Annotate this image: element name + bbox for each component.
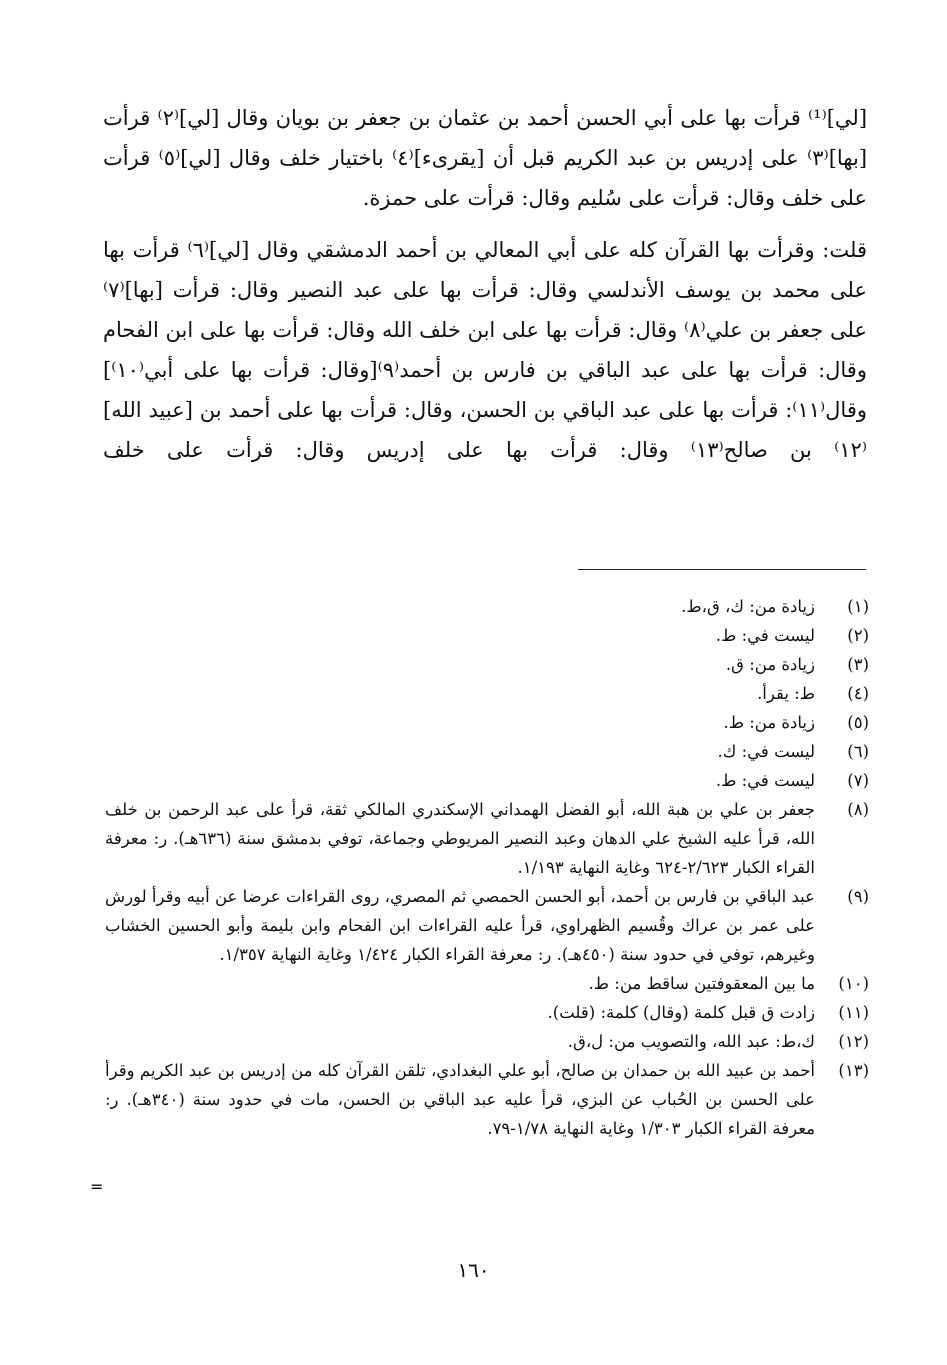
footnote-number: (١٣): [838, 1061, 869, 1080]
footnote-text: زادت ق قبل كلمة (وقال) كلمة: (قلت).: [547, 1003, 815, 1022]
footnote-text: زيادة من: ط.: [723, 713, 815, 732]
footnote-text: ليست في: ط.: [715, 771, 815, 790]
footnote: [105, 737, 869, 766]
footnote: [105, 679, 869, 708]
footnote: [105, 1027, 869, 1056]
footnote-text: ليست في: ط.: [715, 626, 815, 645]
continuation-mark: =: [90, 1177, 104, 1196]
footnote-number: (٧): [847, 771, 869, 790]
footnote-number: (٣): [847, 655, 869, 674]
footnote-number: (٩): [847, 887, 869, 906]
footnote-number: (١٢): [838, 1032, 869, 1051]
footnote-text: ك،ط: عبد الله، والتصويب من: ل،ق.: [567, 1032, 815, 1051]
page-number: ١٦٠: [457, 1258, 490, 1282]
footnote-number: (٥): [847, 713, 869, 732]
main-paragraph-2: قلت: وقرأت بها القرآن كله على أبي المعالي بن أحمد الدمشقي وقال [لي]⁽٦⁾ قرأت بها على محمد بن يوسف الأندلسي وقال: قرأت بها على عبد النصير وقال: قرأت [بها]⁽٧⁾ على جعفر بن علي⁽٨⁾ وقال: قرأت بها على ابن خلف الله وقال: قرأت بها على ابن الفحام وقال: قرأت بها على عبد الباقي بن فارس بن أحمد⁽٩⁾[وقال: قرأت بها على أبي⁽١٠⁾] وقال⁽١١⁾: قرأت بها على عبد الباقي بن الحسن، وقال: قرأت بها على أحمد بن [عبيد الله]⁽١٢⁾ بن صالح⁽١٣⁾ وقال: قرأت بها على إدريس وقال: قرأت على خلف: [103, 238, 868, 462]
footnote-number: (٢): [847, 626, 869, 645]
footnote: [105, 592, 869, 621]
footnote-text: جعفر بن علي بن هبة الله، أبو الفضل الهمداني الإسكندري المالكي ثقة، قرأ على عبد الرحمن بن خلف الله، قرأ عليه الشيخ علي الدهان وعبد النصير المريوطي وجماعة، توفي بدمشق سنة (٦٣٦هـ). ر: معرفة القراء الكبار ٢/٦٢٣-٦٢٤ وغاية النهاية ١/١٩٣.: [105, 800, 815, 877]
footnote: [105, 969, 869, 998]
footnote-text: أحمد بن عبيد الله بن حمدان بن صالح، أبو علي البغدادي، تلقن القرآن كله من إدريس بن عبد الكريم وقرأ على الحسن بن الحُباب عن البزي، قرأ عليه عبد الباقي بن الحسن، مات في حدود سنة (٣٤٠هـ). ر: معرفة القراء الكبار ١/٣٠٣ وغاية النهاية ١/٧٨-٧٩.: [105, 1061, 815, 1138]
footnote: [105, 650, 869, 679]
footnote-text: زيادة من: ق.: [725, 655, 815, 674]
footnote-number: (١١): [838, 1003, 869, 1022]
footnote-number: (١٠): [838, 974, 869, 993]
footnote-text: ما بين المعقوفتين ساقط من: ط.: [588, 974, 815, 993]
footnote-text: ليست في: ك.: [717, 742, 815, 761]
footnote-text: زيادة من: ك، ق،ط.: [681, 597, 815, 616]
footnote: [105, 766, 869, 795]
footnote: [105, 882, 869, 969]
footnote: [105, 621, 869, 650]
footnote: [105, 998, 869, 1027]
footnote-number: (٦): [847, 742, 869, 761]
footnote-number: (٨): [847, 800, 869, 819]
footnote-text: عبد الباقي بن فارس بن أحمد، أبو الحسن الحمصي ثم المصري، روى القراءات عرضا عن أبيه وقرأ لورش على عمر بن عراك وقُسيم الظهراوي، قرأ عليه القراءات ابن الفحام وابن بليمة وأبو الحسين الخشاب وغيرهم، توفي في حدود سنة (٤٥٠هـ). ر: معرفة القراء الكبار ١/٤٢٤ وغاية النهاية ١/٣٥٧.: [105, 887, 815, 964]
footnote-number: (١): [847, 597, 869, 616]
footnotes: [105, 592, 869, 1143]
main-paragraph-1: [لي]⁽¹⁾ قرأت بها على أبي الحسن أحمد بن عثمان بن جعفر بن بويان وقال [لي]⁽٢⁾ قرأت [بها]⁽٣⁾ على إدريس بن عبد الكريم قبل أن [يقرىء]⁽٤⁾ باختيار خلف وقال [لي]⁽٥⁾ قرأت على خلف وقال: قرأت على سُليم وقال: قرأت على حمزة.: [103, 106, 868, 210]
footnote: [105, 795, 869, 882]
main-text: [103, 98, 867, 482]
footnote-text: ط: يقرأ.: [757, 684, 815, 703]
footnote: [105, 708, 869, 737]
footnote: [105, 1056, 869, 1143]
footnote-number: (٤): [847, 684, 869, 703]
footnote-separator: [578, 569, 866, 570]
